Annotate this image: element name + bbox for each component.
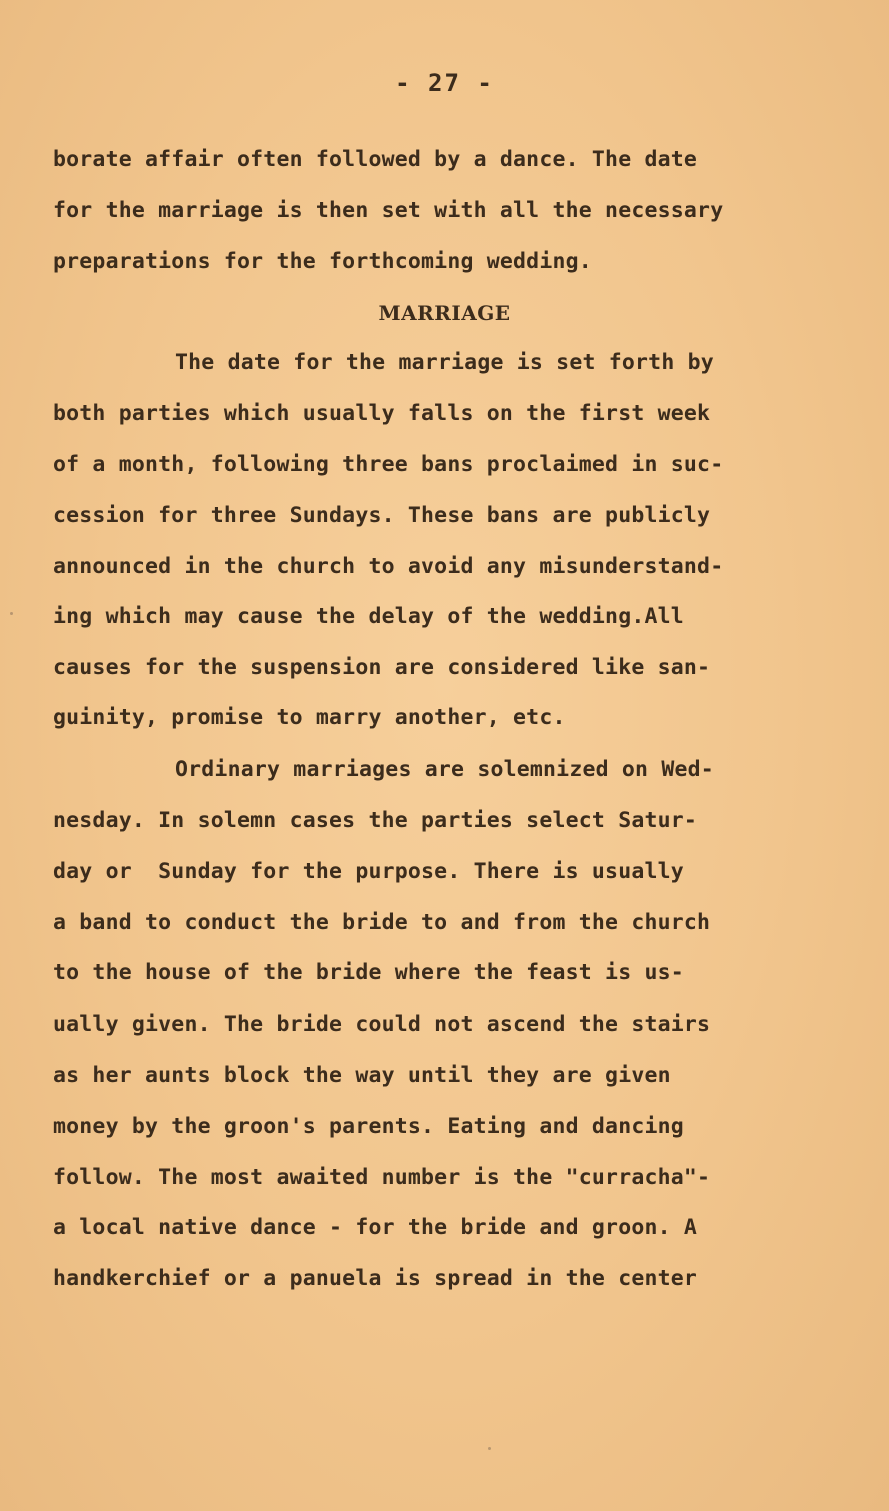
text-line: causes for the suspension are considered like san- <box>53 655 711 680</box>
paper-speck <box>10 612 13 615</box>
text-line: ually given. The bride could not ascend the stairs <box>53 1012 711 1037</box>
text-line: a local native dance - for the bride and groon. A <box>53 1215 698 1240</box>
text-line: of a month, following three bans proclaimed in suc- <box>53 452 724 477</box>
section-heading: MARRIAGE <box>378 301 511 325</box>
text-line: preparations for the forthcoming wedding. <box>53 249 592 274</box>
text-line: as her aunts block the way until they are given <box>53 1063 671 1088</box>
text-line: announced in the church to avoid any misunderstand- <box>53 554 724 579</box>
text-line: cession for three Sundays. These bans are publicly <box>53 503 711 528</box>
text-line: follow. The most awaited number is the "curracha"- <box>53 1165 711 1190</box>
text-line: money by the groon's parents. Eating and dancing <box>53 1114 684 1139</box>
text-line: day or Sunday for the purpose. There is usually <box>53 859 684 884</box>
text-line: borate affair often followed by a dance. The date <box>53 147 698 172</box>
text-line: Ordinary marriages are solemnized on Wed- <box>175 757 714 782</box>
text-line: a band to conduct the bride to and from the church <box>53 910 711 935</box>
text-line: nesday. In solemn cases the parties select Satur- <box>53 808 698 833</box>
text-line: The date for the marriage is set forth by <box>175 350 714 375</box>
paper-speck <box>488 1447 491 1450</box>
text-line: guinity, promise to marry another, etc. <box>53 705 566 730</box>
text-line: handkerchief or a panuela is spread in the center <box>53 1266 698 1291</box>
text-line: ing which may cause the delay of the wedding.All <box>53 604 684 629</box>
text-line: to the house of the bride where the feast is us- <box>53 960 684 985</box>
text-line: both parties which usually falls on the first week <box>53 401 711 426</box>
page-number: - 27 - <box>395 69 494 97</box>
text-line: for the marriage is then set with all the necessary <box>53 198 724 223</box>
